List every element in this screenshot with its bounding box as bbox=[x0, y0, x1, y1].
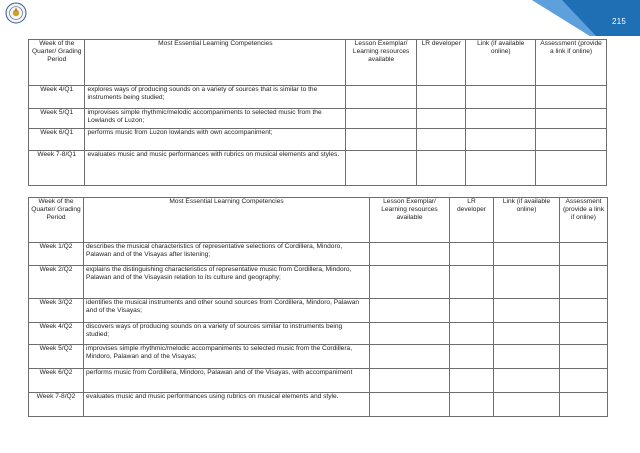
link-cell bbox=[494, 243, 560, 266]
week-cell: Week 5/Q2 bbox=[29, 345, 84, 369]
link-cell bbox=[494, 323, 560, 345]
week-cell: Week 1/Q2 bbox=[29, 243, 84, 266]
assessment-cell bbox=[560, 393, 608, 417]
table-row bbox=[29, 369, 608, 393]
competency-cell: evaluates music and music performances using rubrics on musical elements and style. bbox=[84, 393, 370, 417]
exemplar-cell bbox=[346, 151, 417, 186]
link-cell bbox=[494, 369, 560, 393]
competency-cell: improvises simple rhythmic/melodic accompaniments to selected music from the Lowlands of Luzon; bbox=[85, 109, 346, 129]
competency-cell: describes the musical characteristics of representative selections of Cordillera, Mindoro, Palawan and of the Visayas after listening; bbox=[84, 243, 370, 266]
col-assessment-header: Assessment (provide a link if online) bbox=[536, 40, 607, 86]
link-cell bbox=[466, 109, 536, 129]
link-cell bbox=[466, 129, 536, 151]
q2-competency-table bbox=[28, 197, 608, 417]
assessment-cell bbox=[536, 151, 607, 186]
competency-cell: evaluates music and music performances with rubrics on musical elements and styles. bbox=[85, 151, 346, 186]
assessment-cell bbox=[560, 243, 608, 266]
assessment-cell bbox=[560, 299, 608, 323]
lr-cell bbox=[417, 151, 466, 186]
link-cell bbox=[494, 266, 560, 299]
competency-cell: discovers ways of producing sounds on a variety of sources similar to instruments being studied; bbox=[84, 323, 370, 345]
col-exemplar-header: Lesson Exemplar/ Learning resources available bbox=[346, 40, 417, 86]
table-header-row bbox=[29, 198, 608, 243]
table-header-row bbox=[29, 40, 607, 86]
table-row bbox=[29, 86, 607, 109]
lr-cell bbox=[450, 393, 494, 417]
week-cell: Week 3/Q2 bbox=[29, 299, 84, 323]
week-cell: Week 4/Q1 bbox=[29, 86, 85, 109]
week-cell: Week 6/Q1 bbox=[29, 129, 85, 151]
link-cell bbox=[466, 151, 536, 186]
competency-cell: improvises simple rhythmic/melodic accompaniments to selected music from the Cordillera, Mindoro, Palawan and of the Visayas; bbox=[84, 345, 370, 369]
exemplar-cell bbox=[370, 345, 450, 369]
exemplar-cell bbox=[346, 129, 417, 151]
q1-competency-table bbox=[28, 39, 607, 186]
week-cell: Week 7-8/Q2 bbox=[29, 393, 84, 417]
col-link-header: Link (if available online) bbox=[466, 40, 536, 86]
lr-cell bbox=[450, 299, 494, 323]
assessment-cell bbox=[536, 129, 607, 151]
lr-cell bbox=[450, 266, 494, 299]
table-row bbox=[29, 323, 608, 345]
col-competencies-header: Most Essential Learning Competencies bbox=[84, 198, 370, 243]
exemplar-cell bbox=[370, 266, 450, 299]
col-link-header: Link (if available online) bbox=[494, 198, 560, 243]
exemplar-cell bbox=[346, 86, 417, 109]
assessment-cell bbox=[560, 345, 608, 369]
page-number: 215 bbox=[612, 17, 626, 26]
table-row bbox=[29, 266, 608, 299]
table-row bbox=[29, 345, 608, 369]
assessment-cell bbox=[560, 266, 608, 299]
exemplar-cell bbox=[370, 323, 450, 345]
table-row bbox=[29, 393, 608, 417]
competency-cell: identifies the musical instruments and other sound sources from Cordillera, Mindoro, Palawan and of the Visayas; bbox=[84, 299, 370, 323]
assessment-cell bbox=[560, 323, 608, 345]
assessment-cell bbox=[536, 86, 607, 109]
col-competencies-header: Most Essential Learning Competencies bbox=[85, 40, 346, 86]
assessment-cell bbox=[560, 369, 608, 393]
competency-cell: explains the distinguishing characteristics of representative music from Cordillera, Mindoro, Palawan and of the Visayasin relation to its culture and geography; bbox=[84, 266, 370, 299]
exemplar-cell bbox=[370, 393, 450, 417]
lr-cell bbox=[417, 109, 466, 129]
lr-cell bbox=[450, 323, 494, 345]
col-assessment-header: Assessment (provide a link if online) bbox=[560, 198, 608, 243]
exemplar-cell bbox=[370, 299, 450, 323]
week-cell: Week 6/Q2 bbox=[29, 369, 84, 393]
week-cell: Week 7-8/Q1 bbox=[29, 151, 85, 186]
lr-cell bbox=[417, 129, 466, 151]
col-lr-header: LR developer bbox=[417, 40, 466, 86]
table-row bbox=[29, 129, 607, 151]
link-cell bbox=[494, 393, 560, 417]
lr-cell bbox=[450, 345, 494, 369]
link-cell bbox=[494, 345, 560, 369]
col-week-header: Week of the Quarter/ Grading Period bbox=[29, 40, 85, 86]
link-cell bbox=[466, 86, 536, 109]
exemplar-cell bbox=[346, 109, 417, 129]
col-week-header: Week of the Quarter/ Grading Period bbox=[29, 198, 84, 243]
link-cell bbox=[494, 299, 560, 323]
col-exemplar-header: Lesson Exemplar/ Learning resources available bbox=[370, 198, 450, 243]
exemplar-cell bbox=[370, 369, 450, 393]
assessment-cell bbox=[536, 109, 607, 129]
week-cell: Week 4/Q2 bbox=[29, 323, 84, 345]
week-cell: Week 2/Q2 bbox=[29, 266, 84, 299]
table-row bbox=[29, 243, 608, 266]
competency-cell: explores ways of producing sounds on a variety of sources that is similar to the instruments being studied; bbox=[85, 86, 346, 109]
week-cell: Week 5/Q1 bbox=[29, 109, 85, 129]
lr-cell bbox=[450, 369, 494, 393]
competency-cell: performs music from Cordillera, Mindoro, Palawan and of the Visayas, with accompaniment bbox=[84, 369, 370, 393]
lr-cell bbox=[417, 86, 466, 109]
table-row bbox=[29, 151, 607, 186]
table-row bbox=[29, 109, 607, 129]
competency-cell: performs music from Luzon lowlands with own accompaniment; bbox=[85, 129, 346, 151]
deped-seal-icon bbox=[5, 2, 27, 24]
col-lr-header: LR developer bbox=[450, 198, 494, 243]
exemplar-cell bbox=[370, 243, 450, 266]
table-row bbox=[29, 299, 608, 323]
lr-cell bbox=[450, 243, 494, 266]
